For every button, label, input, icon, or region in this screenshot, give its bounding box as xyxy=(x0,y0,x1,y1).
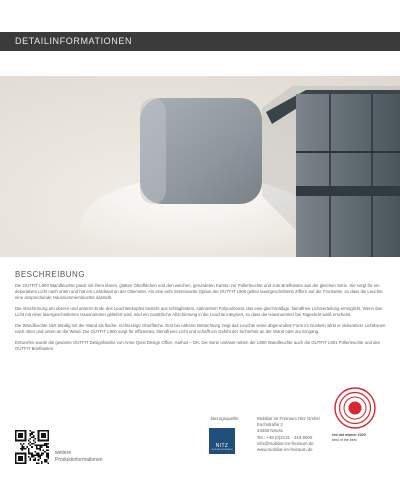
description-paragraph: Die Wandleuchte sitzt bündig mit der Wand als flache, rechteckige Oberfläche. Erst bei näherer Betrachtung zeigt das Leuchte seine abgerundete Form im Dunkeln wirkt er dekorativer Lichtkonen nach oben und unten an die Wand. Die OUTFIT L900 sorgt für effizientes, blendfreies Licht und schafft ein Gefühl der Sicherheit an der Wand oder am Eingang. xyxy=(15,323,386,335)
award-line: best of the best xyxy=(332,437,357,442)
qr-caption-line: Produktinformationen xyxy=(55,456,103,463)
address-email[interactable]: info@mobiliar-im-freiraum.de xyxy=(257,440,314,446)
address-line: Eschstraße 2 xyxy=(257,422,283,428)
logo-text: NITZ xyxy=(215,443,229,449)
description-paragraph: Entworfen wurde die gesamte OUTFIT Designfamilie von Anne Qvist Design Office, Aarhus – DK. Die Serie umfasst neben der L900 Wandleuchte auch die OUTFIT L901 Pollerleuchte und den OUTFIT Briefkasten. xyxy=(15,339,381,352)
supplier-label: Bezugsquelle: xyxy=(211,416,240,421)
address-website[interactable]: www.mobiliar-im-freiraum.de xyxy=(257,447,313,453)
qr-code-icon[interactable] xyxy=(15,430,49,464)
description-paragraph: Die OUTFIT L900 Wandleuchte passt mit ihren klaren, glatten Oberflächen und den weichen, gerundeten Kanten zur Pollerleuchte und zum Briefkasten aus der gleichen Serie. Sie sorgt für ein dekoratives Licht nach unten und hat ein Lichtdetail an der Oberseite. Als eine sehr interessante Option der OUTFIT L900 gelten lasergeschnittene Ziffern auf der Frontseite, so dass die Leuchte eine ansprechende Hausnummernleuchte darstellt. xyxy=(15,283,383,301)
product-photo xyxy=(0,76,400,257)
logo-subtitle: MOBILIAR IM FREIRAUM xyxy=(211,449,233,451)
address-line: Tel.: +49 (0)2131 - 316 9000 xyxy=(257,434,313,440)
wall-lamp-illustration xyxy=(0,76,400,257)
award-line: red dot winner 2020 xyxy=(332,433,366,437)
supplier-address xyxy=(257,416,320,453)
address-line: 43460 Neuss xyxy=(257,428,283,434)
nitz-logo xyxy=(209,428,235,454)
section-heading-beschreibung: BESCHREIBUNG xyxy=(15,270,86,279)
page-title: DETAILINFORMATIONEN xyxy=(15,36,133,46)
qr-caption xyxy=(55,450,103,463)
description-body xyxy=(15,283,387,357)
red-dot-award-icon xyxy=(330,385,380,436)
description-paragraph: Die Abschirmung am oberen und unteren Ende des Leuchtenkopfes besteht aus schlagfestem, satiniertem Polycarbonat, das eine gleichmäßige, blendfreie Lichtverteilung ermöglicht. Wenn das Licht mit einer lasergeschnittenen Hausnummer geliefert wird, wird ein zusätzliche Abschirmung in die Leuchte integriert, so dass die Hausnummer bei Tageslicht weiß erscheint. xyxy=(15,306,383,318)
address-line: Mobiliar im Freiraum Nitz GmbH xyxy=(257,416,320,421)
qr-caption-line: weitere xyxy=(55,450,72,456)
award-caption xyxy=(332,433,366,442)
header-bar xyxy=(0,32,400,51)
